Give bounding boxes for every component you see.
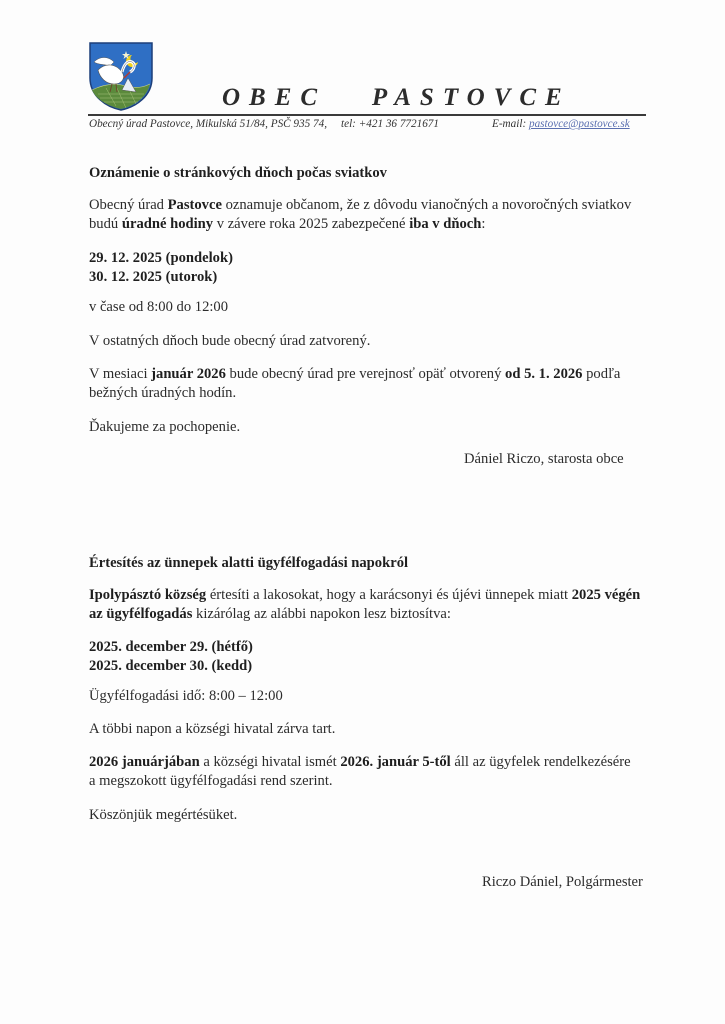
- text-run: budú: [89, 215, 122, 232]
- bold-run: od 5. 1. 2026: [505, 366, 583, 382]
- office-phone: tel: +421 36 7721671: [341, 118, 439, 130]
- bold-run: Ipolypásztó község: [89, 587, 207, 603]
- notice-sk-reopen: [89, 365, 620, 402]
- notice-sk-closed: V ostatných dňoch bude obecný úrad zatvorený.: [89, 333, 371, 349]
- coat-of-arms-heron-icon: [86, 40, 156, 112]
- text-line: a megszokott ügyfélfogadási rend szerint.: [89, 772, 333, 789]
- date-item: 2025. december 29. (hétfő): [89, 639, 253, 655]
- email-link[interactable]: pastovce@pastovce.sk: [528, 118, 630, 130]
- bold-run: 2026 januárjában: [89, 754, 200, 770]
- office-address: Obecný úrad Pastovce, Mikulská 51/84, PSČ 935 74,: [89, 118, 327, 130]
- notice-sk-paragraph-1: [89, 196, 631, 233]
- bold-run: január 2026: [151, 366, 226, 382]
- text-run: :: [481, 215, 486, 232]
- letterhead-title: OBEC PASTOVCE: [222, 84, 571, 111]
- date-item: 30. 12. 2025 (utorok): [89, 268, 218, 285]
- notice-hu-dates: [89, 638, 253, 675]
- date-item: 2025. december 30. (kedd): [89, 657, 253, 674]
- notice-hu-signature: Riczo Dániel, Polgármester: [482, 874, 643, 890]
- notice-hu-paragraph-1: [89, 586, 640, 623]
- text-line: [89, 586, 640, 605]
- notice-sk-thanks: Ďakujeme za pochopenie.: [89, 419, 241, 435]
- notice-hu-heading: Értesítés az ünnepek alatti ügyfélfogadási napokról: [89, 555, 409, 571]
- office-email-block: [492, 118, 630, 130]
- text-run: bude obecný úrad pre verejnosť opäť otvorený: [225, 366, 506, 382]
- bold-run: úradné hodiny: [121, 215, 214, 232]
- text-line: [89, 753, 631, 772]
- bold-run: Pastovce: [167, 197, 222, 213]
- text-run: áll az ügyfelek rendelkezésére: [450, 754, 631, 770]
- letterhead-divider: [88, 114, 646, 116]
- text-run: Obecný úrad: [89, 197, 168, 213]
- text-line: [89, 196, 631, 215]
- text-run: oznamuje občanom, že z dôvodu vianočných a novoročných sviatkov: [221, 197, 632, 213]
- text-run: podľa: [582, 366, 621, 382]
- text-line: [89, 605, 640, 624]
- letterhead-contact-line: [89, 118, 649, 130]
- text-run: v závere roka 2025 zabezpečené: [213, 215, 410, 232]
- bold-run: az ügyfélfogadás: [89, 605, 193, 622]
- email-label: E-mail:: [492, 118, 529, 130]
- text-line: bežných úradných hodín.: [89, 384, 237, 401]
- notice-sk-signature: Dániel Riczo, starosta obce: [464, 451, 624, 467]
- text-line: [89, 365, 620, 384]
- text-line: [89, 215, 631, 234]
- bold-run: 2025 végén: [571, 587, 641, 603]
- text-run: V mesiaci: [89, 366, 152, 382]
- date-item: 29. 12. 2025 (pondelok): [89, 250, 233, 266]
- text-run: a községi hivatal ismét: [199, 754, 341, 770]
- notice-hu-reopen: [89, 753, 631, 790]
- notice-hu-thanks: Köszönjük megértésüket.: [89, 807, 238, 823]
- text-run: értesíti a lakosokat, hogy a karácsonyi és újévi ünnepek miatt: [206, 587, 572, 603]
- bold-run: iba v dňoch: [409, 215, 482, 232]
- text-run: kizárólag az alábbi napokon lesz biztosítva:: [192, 605, 451, 622]
- notice-sk-heading: Oznámenie o stránkových dňoch počas sviatkov: [89, 165, 387, 181]
- notice-hu-hours: Ügyfélfogadási idő: 8:00 – 12:00: [89, 688, 283, 704]
- notice-sk-dates: [89, 249, 233, 286]
- notice-hu-closed: A többi napon a községi hivatal zárva tart.: [89, 721, 336, 737]
- bold-run: 2026. január 5-től: [340, 754, 451, 770]
- notice-sk-hours: v čase od 8:00 do 12:00: [89, 299, 229, 315]
